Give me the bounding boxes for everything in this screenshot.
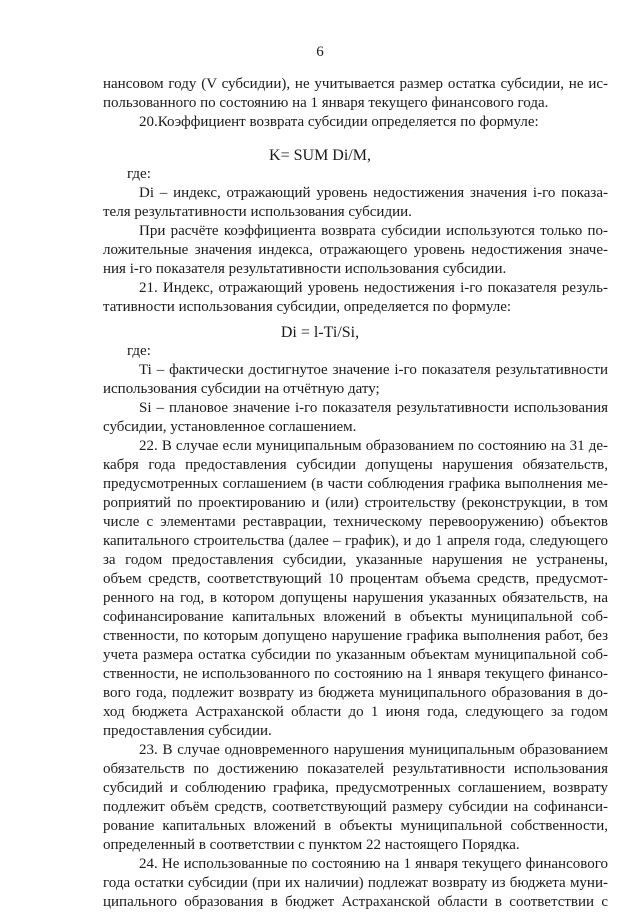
text-line: капитального строительства (далее – график), и до 1 апреля года, следующего: [103, 533, 608, 549]
text-line: подлежит объём средств, соответствующий размеру субсидии на софинанси-: [103, 799, 608, 815]
where-label: где:: [127, 343, 151, 359]
text-line: предусмотренных соглашением (в части соблюдения графика выполнения ме-: [103, 476, 608, 492]
text-line: ния i-го показателя результативности использования субсидии.: [103, 261, 507, 277]
text-line: При расчёте коэффициента возврата субсидии используются только по-: [139, 223, 608, 239]
paragraph-22-start: 22. В случае если муниципальным образованием по состоянию на 31 де-: [139, 438, 608, 454]
text-line: за годом предоставления субсидии, указанные нарушения не устранены,: [103, 552, 608, 568]
paragraph-24-start: 24. Не использованные по состоянию на 1 января текущего финансового: [139, 856, 608, 872]
text-line: кабря года предоставления субсидии допущены нарушения обязательств,: [103, 457, 608, 473]
paragraph-23-start: 23. В случае одновременного нарушения муниципальным образованием: [139, 742, 608, 758]
text-line: тативности использования субсидии, определяется по формуле:: [103, 299, 512, 315]
page-number: 6: [316, 44, 324, 60]
text-line: вого года, подлежит возврату из бюджета муниципального образования в до-: [103, 685, 608, 701]
text-line: нансовом году (V субсидии), не учитывается размер остатка субсидии, не ис-: [103, 76, 608, 92]
text-line: числе с элементами реставрации, техническому перевооружению) объектов: [103, 514, 608, 530]
text-line: теля результативности использования субсидии.: [103, 204, 412, 220]
text-line: года остатки субсидии (при их наличии) подлежат возврату из бюджета муни-: [103, 875, 608, 891]
text-line: ложительные значения индекса, отражающего уровень недостижения значе-: [103, 242, 608, 258]
text-line: рование капитальных вложений в объекты муниципальной собственности,: [103, 818, 608, 834]
paragraph-20-heading: 20.Коэффициент возврата субсидии определяется по формуле:: [139, 114, 539, 130]
text-line: обязательств по достижению показателей результативности использования: [103, 761, 608, 777]
text-line: Si – плановое значение i-го показателя результативности использования: [139, 400, 608, 416]
text-line: субсидии, установленное соглашением.: [103, 419, 357, 435]
text-line: Di – индекс, отражающий уровень недостижения значения i-го показа-: [139, 185, 608, 201]
text-line: Ti – фактически достигнутое значение i-го показателя результативности: [139, 362, 608, 378]
text-line: определенный в соответствии с пунктом 22 настоящего Порядка.: [103, 837, 520, 853]
text-line: пользованного по состоянию на 1 января текущего финансового года.: [103, 95, 549, 111]
where-label: где:: [127, 166, 151, 182]
text-line: предоставления субсидии.: [103, 723, 272, 739]
text-line: ственности, не использованного по состоянию на 1 января текущего финансо-: [103, 666, 608, 682]
text-line: учета размера остатка субсидии по указанным объектам муниципальной соб-: [103, 647, 608, 663]
formula-k: K= SUM Di/M,: [269, 147, 371, 164]
text-line: софинансирование капитальных вложений в объекты муниципальной соб-: [103, 609, 608, 625]
text-line: объем средств, соответствующий 10 процентам объема средств, предусмот-: [103, 571, 608, 587]
text-line: субсидий и соблюдению графика, предусмотренных соглашением, возврату: [103, 780, 608, 796]
text-line: ципального образования в бюджет Астраханской области в соответствии с: [103, 894, 608, 910]
text-line: использования субсидии на отчётную дату;: [103, 381, 380, 397]
formula-di: Di = l-Ti/Si,: [280, 324, 360, 341]
text-line: ренного на год, в котором допущены нарушения указанных обязательств, на: [103, 590, 608, 606]
paragraph-21-heading: 21. Индекс, отражающий уровень недостижения i-го показателя резуль-: [139, 280, 608, 296]
text-line: ственности, по которым допущено нарушение графика выполнения работ, без: [103, 628, 608, 644]
text-line: ход бюджета Астраханской области до 1 июня года, следующего за годом: [103, 704, 608, 720]
text-line: роприятий по проектированию и (или) строительству (реконструкции, в том: [103, 495, 608, 511]
